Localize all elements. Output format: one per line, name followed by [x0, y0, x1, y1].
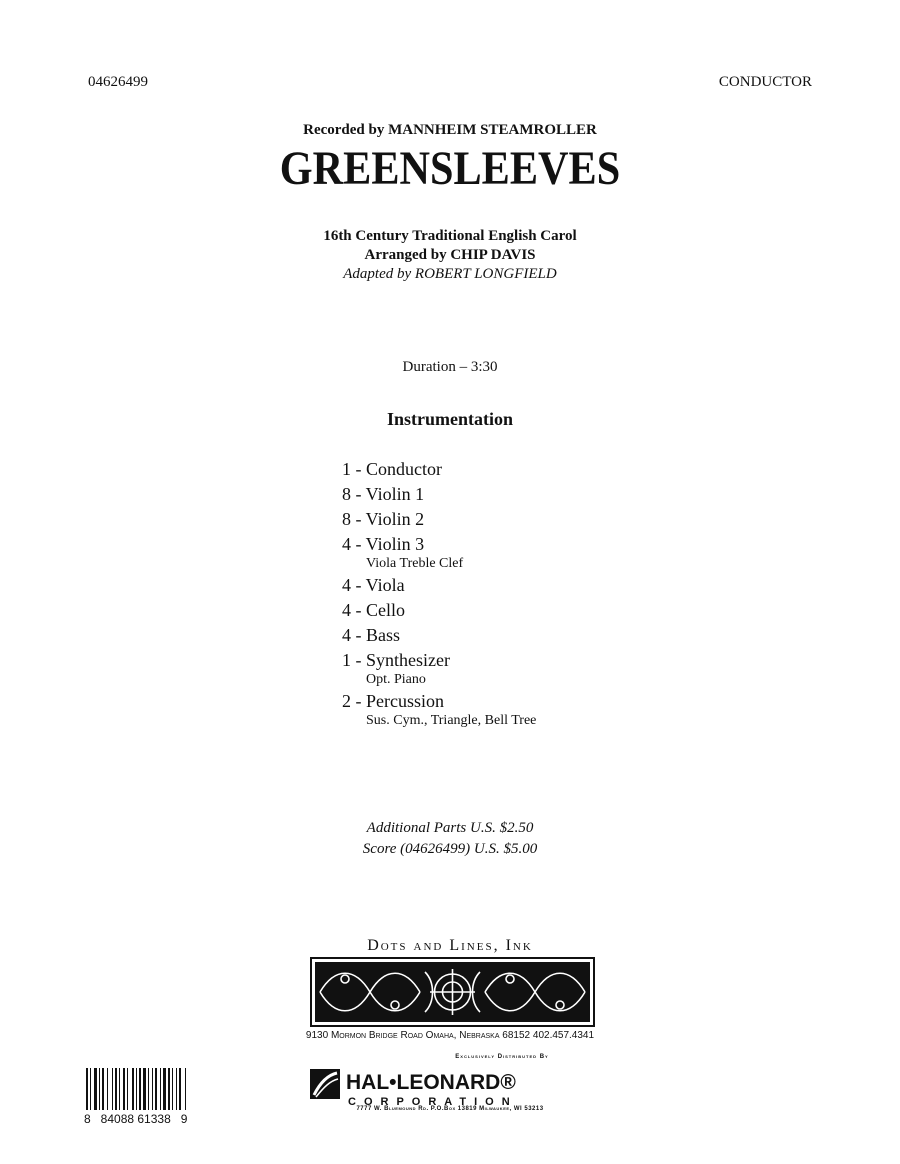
duration: Duration – 3:30: [402, 359, 498, 375]
barcode-bar: [99, 1068, 100, 1110]
instrument-item: [342, 690, 662, 729]
hal-leonard-logo: [310, 1065, 580, 1109]
barcode-bar: [90, 1068, 91, 1110]
barcode-bar: [176, 1068, 177, 1110]
parts-price: Additional Parts U.S. $2.50: [366, 820, 534, 836]
instrument-label: 8 - Violin 2: [342, 509, 425, 529]
barcode-bar: [119, 1068, 120, 1110]
barcode-bar: [86, 1068, 88, 1110]
part-name: CONDUCTOR: [718, 74, 812, 90]
instrument-label: 1 - Conductor: [342, 459, 442, 479]
instrument-item: [342, 649, 662, 688]
page-title: GREENSLEEVES: [279, 142, 621, 195]
barcode-bar: [123, 1068, 125, 1110]
logo-line2: CORPORATION: [348, 1096, 518, 1108]
instrument-note: Sus. Cym., Triangle, Bell Tree: [366, 713, 537, 728]
distributor-label: Exclusively Distributed By: [455, 1054, 549, 1060]
barcode-bar: [163, 1068, 166, 1110]
barcode-bar: [136, 1068, 137, 1110]
barcode-bar: [155, 1068, 157, 1110]
barcode-bar: [102, 1068, 104, 1110]
distributor-address: 7777 W. Bluemound Rd. P.O.Box 13819 Milwaukee, WI 53213: [356, 1106, 544, 1112]
barcode-bar: [152, 1068, 153, 1110]
instrument-label: 4 - Cello: [342, 600, 405, 620]
instrument-item: [342, 533, 662, 572]
logo-line1: HAL•LEONARD®: [346, 1071, 516, 1094]
score-price: Score (04626499) U.S. $5.00: [362, 841, 538, 857]
barcode-bar: [143, 1068, 146, 1110]
instrument-label: 4 - Bass: [342, 625, 400, 645]
barcode-bar: [139, 1068, 141, 1110]
instrument-item: [342, 624, 662, 647]
barcode-bar: [94, 1068, 97, 1110]
instrument-label: 2 - Percussion: [342, 691, 444, 711]
publisher-address: 9130 Mormon Bridge Road Omaha, Nebraska 68152 402.457.4341: [305, 1030, 595, 1041]
instrument-label: 1 - Synthesizer: [342, 650, 450, 670]
instrument-item: [342, 458, 662, 481]
barcode-bar: [107, 1068, 108, 1110]
instrument-item: [342, 574, 662, 597]
instrumentation-list: [342, 458, 662, 731]
barcode-bar: [185, 1068, 186, 1110]
adapter-line: Adapted by ROBERT LONGFIELD: [343, 266, 557, 282]
catalog-number: 04626499: [88, 74, 148, 90]
barcode-bar: [115, 1068, 117, 1110]
instrument-label: 4 - Viola: [342, 575, 405, 595]
publisher-name: Dots and Lines, Ink: [367, 937, 533, 954]
barcode-bar: [160, 1068, 161, 1110]
barcode-digits: 8 84088 61338 9: [84, 1112, 188, 1126]
barcode-bar: [172, 1068, 173, 1110]
instrument-label: 4 - Violin 3: [342, 534, 425, 554]
barcode-bar: [132, 1068, 134, 1110]
instrumentation-heading: Instrumentation: [386, 409, 513, 429]
instrument-item: [342, 599, 662, 622]
barcode-bar: [179, 1068, 181, 1110]
arranger-line: Arranged by CHIP DAVIS: [364, 247, 536, 263]
origin-line: 16th Century Traditional English Carol: [323, 228, 577, 244]
recorded-by: Recorded by MANNHEIM STEAMROLLER: [303, 122, 597, 138]
instrument-label: 8 - Violin 1: [342, 484, 425, 504]
instrument-item: [342, 483, 662, 506]
ornament-panel-icon: [310, 957, 595, 1027]
pricing: [0, 818, 900, 860]
barcode-bar: [112, 1068, 113, 1110]
barcode-bar: [148, 1068, 149, 1110]
instrument-item: [342, 508, 662, 531]
barcode-bar: [127, 1068, 128, 1110]
barcode-bar: [168, 1068, 170, 1110]
instrument-note: Opt. Piano: [366, 672, 426, 687]
instrument-note: Viola Treble Clef: [366, 556, 464, 571]
